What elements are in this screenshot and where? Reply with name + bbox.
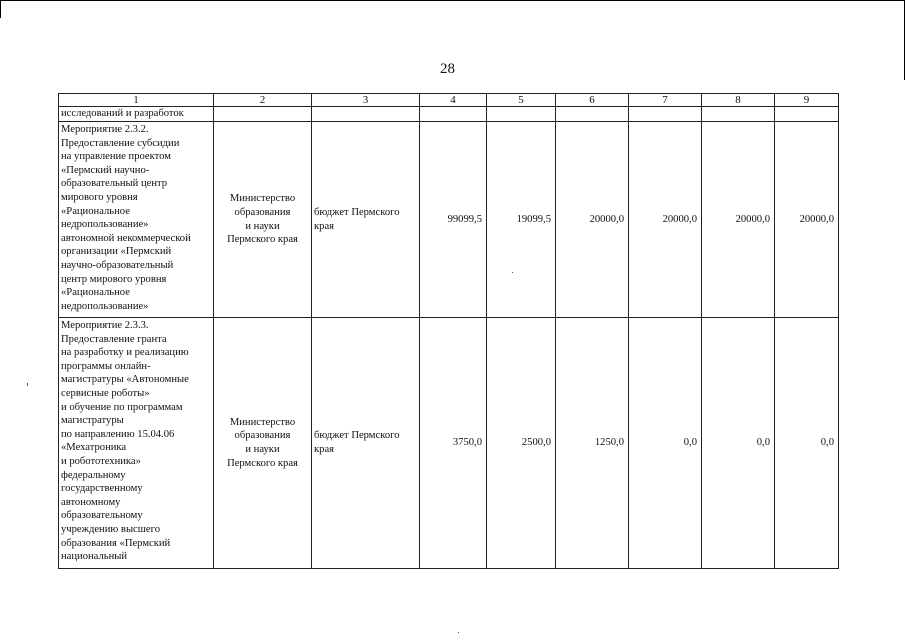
table-row bbox=[59, 318, 839, 569]
scan-edge-top bbox=[0, 0, 905, 1]
header-cell: 5 bbox=[487, 94, 556, 107]
budget-table bbox=[58, 93, 839, 569]
executor-cell: Министерство образования и науки Пермского края bbox=[214, 122, 312, 318]
continuation-row bbox=[59, 107, 839, 122]
page-number: 28 bbox=[440, 61, 455, 77]
header-cell: 4 bbox=[420, 94, 487, 107]
header-cell: 1 bbox=[59, 94, 214, 107]
empty-cell bbox=[556, 107, 629, 122]
value-cell: 20000,0 bbox=[556, 122, 629, 318]
activity-name-cell: Мероприятие 2.3.3. Предоставление гранта на разработку и реализацию программы онлайн- магистратуры «Автономные сервисные роботы» и обучение по программам магистратуры по направлению 15.04.06 «Мехатроника и робототехника» федеральному государственному автономному образовательному учреждению высшего образования «Пермский национальный bbox=[59, 318, 214, 569]
funding-source-cell: бюджет Пермского края bbox=[312, 122, 420, 318]
executor-cell: Министерство образования и науки Пермского края bbox=[214, 318, 312, 569]
empty-cell bbox=[702, 107, 775, 122]
value-cell: 19099,5 bbox=[487, 122, 556, 318]
scan-speck bbox=[512, 272, 513, 273]
value-cell: 0,0 bbox=[629, 318, 702, 569]
value-cell: 2500,0 bbox=[487, 318, 556, 569]
value-cell: 0,0 bbox=[775, 318, 839, 569]
table-header-row bbox=[59, 94, 839, 107]
header-cell: 2 bbox=[214, 94, 312, 107]
empty-cell bbox=[629, 107, 702, 122]
value-cell-total: 99099,5 bbox=[420, 122, 487, 318]
header-cell: 6 bbox=[556, 94, 629, 107]
header-cell: 8 bbox=[702, 94, 775, 107]
empty-cell bbox=[487, 107, 556, 122]
scan-speck bbox=[458, 632, 459, 633]
empty-cell bbox=[775, 107, 839, 122]
continuation-cell: исследований и разработок bbox=[59, 107, 214, 122]
scan-edge-left bbox=[0, 0, 1, 18]
header-cell: 9 bbox=[775, 94, 839, 107]
header-cell: 3 bbox=[312, 94, 420, 107]
value-cell: 20000,0 bbox=[775, 122, 839, 318]
activity-name-cell: Мероприятие 2.3.2. Предоставление субсидии на управление проектом «Пермский научно- образовательный центр мирового уровня «Рациональное недропользование» автономной некоммерческой организации «Пермский научно-образовательный центр мирового уровня «Рациональное недропользование» bbox=[59, 122, 214, 318]
empty-cell bbox=[214, 107, 312, 122]
table-row bbox=[59, 122, 839, 318]
scan-speck bbox=[27, 383, 28, 386]
value-cell: 1250,0 bbox=[556, 318, 629, 569]
value-cell: 20000,0 bbox=[702, 122, 775, 318]
empty-cell bbox=[420, 107, 487, 122]
header-cell: 7 bbox=[629, 94, 702, 107]
value-cell-total: 3750,0 bbox=[420, 318, 487, 569]
funding-source-cell: бюджет Пермского края bbox=[312, 318, 420, 569]
value-cell: 20000,0 bbox=[629, 122, 702, 318]
value-cell: 0,0 bbox=[702, 318, 775, 569]
empty-cell bbox=[312, 107, 420, 122]
